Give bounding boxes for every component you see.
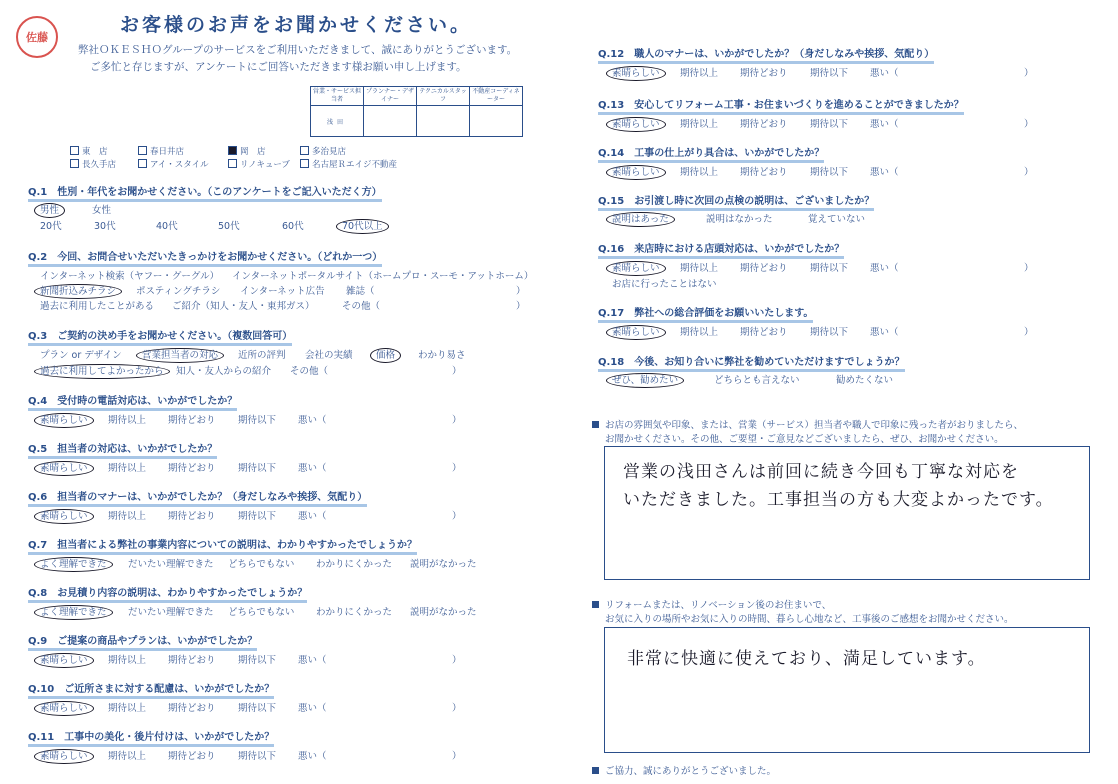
q17-label: Q.17 弊社への総合評価をお願いいたします。 (598, 304, 813, 323)
q13-option-expected[interactable]: 期待どおり (740, 119, 788, 130)
q5-option-above[interactable]: 期待以上 (108, 463, 147, 474)
q9-option-below[interactable]: 期待以下 (238, 655, 277, 666)
q16-option-above[interactable]: 期待以上 (680, 263, 719, 274)
q14-label: Q.14 工事の仕上がり具合は、いかがでしたか？ (598, 144, 824, 163)
q18-option-selected[interactable]: ぜひ、勧めたい (612, 372, 684, 386)
q9-paren-close: ） (452, 655, 462, 666)
q3-option-selected[interactable]: 価格 (376, 347, 401, 361)
q3-option-selected[interactable]: 営業担当者の対応 (142, 347, 224, 361)
q7-option[interactable]: 説明がなかった (410, 559, 477, 570)
staff-name-field[interactable] (417, 106, 470, 137)
q11-option-expected[interactable]: 期待どおり (168, 751, 216, 762)
q10-label: Q.10 ご近所さまに対する配慮は、いかがでしたか？ (28, 680, 274, 699)
staff-name-field[interactable] (470, 106, 523, 137)
q2-label: Q.2 今回、お問合せいただいたきっかけをお聞かせください。（どれか一つ） (28, 248, 382, 267)
q13-option-above[interactable]: 期待以上 (680, 119, 719, 130)
q14-option-below[interactable]: 期待以下 (810, 167, 849, 178)
q16-option-below[interactable]: 期待以下 (810, 263, 849, 274)
q17-option-bad[interactable]: 悪い（ (870, 327, 899, 338)
q13-option-excellent-selected[interactable]: 素晴らしい (612, 116, 666, 130)
q10-paren-close: ） (452, 703, 462, 714)
q12-option-excellent-selected[interactable]: 素晴らしい (612, 65, 666, 79)
q7-option[interactable]: だいたい理解できた (128, 559, 214, 570)
q2-option[interactable]: 過去に利用したことがある (40, 301, 155, 312)
q12-option-above[interactable]: 期待以上 (680, 68, 719, 79)
q18-label: Q.18 今後、お知り合いに弊社を勧めていただけますでしょうか？ (598, 353, 905, 372)
q17-option-below[interactable]: 期待以下 (810, 327, 849, 338)
q18-option[interactable]: 勧めたくない (836, 375, 894, 386)
q17-option-expected[interactable]: 期待どおり (740, 327, 788, 338)
q2-option[interactable]: ご紹介（知人・友人・東邦ガス） (172, 301, 315, 312)
q8-option[interactable]: わかりにくかった (316, 607, 393, 618)
q3-option[interactable]: 会社の実績 (305, 350, 353, 361)
q9-option-above[interactable]: 期待以上 (108, 655, 147, 666)
q1-option-age-selected[interactable]: 70代以上 (342, 218, 389, 232)
q11-paren-close: ） (452, 751, 462, 762)
store-checkbox[interactable]: 名古屋Ｒエイジ不動産 (300, 158, 397, 170)
staff-name-field[interactable] (364, 106, 417, 137)
checkbox-icon (70, 159, 79, 168)
q3-option[interactable]: 近所の評判 (238, 350, 286, 361)
q10-option-expected[interactable]: 期待どおり (168, 703, 216, 714)
q5-option-excellent-selected[interactable]: 素晴らしい (40, 460, 94, 474)
q11-label: Q.11 工事中の美化・後片付けは、いかがでしたか？ (28, 728, 274, 747)
q1-option-female[interactable]: 女性 (92, 205, 112, 216)
q9-option-bad[interactable]: 悪い（ (298, 655, 327, 666)
q13-paren-close: ） (1024, 119, 1034, 130)
q17-paren-close: ） (1024, 327, 1034, 338)
q3-option[interactable]: 知人・友人からの紹介 (176, 366, 272, 377)
hanko-seal: 佐藤 (16, 16, 58, 58)
free1-answer-line-2: いただきました。工事担当の方も大変よかったです。 (623, 490, 1054, 510)
q1-option-age[interactable]: 20代 (40, 221, 62, 232)
q2-option-other[interactable]: その他（ (342, 301, 381, 312)
q1-option-age[interactable]: 50代 (218, 221, 240, 232)
q15-option[interactable]: 説明はなかった (706, 214, 773, 225)
free1-answer-line-1: 営業の浅田さんは前回に続き今回も丁寧な対応を (623, 462, 1019, 482)
store-checkbox[interactable]: 春日井店 (138, 145, 184, 157)
free2-answer-line-1: 非常に快適に使えており、満足しています。 (627, 649, 986, 669)
q6-option-expected[interactable]: 期待どおり (168, 511, 216, 522)
q12-option-below[interactable]: 期待以下 (810, 68, 849, 79)
q7-option-selected[interactable]: よく理解できた (40, 556, 113, 570)
q8-label: Q.8 お見積り内容の説明は、わかりやすかったでしょうか？ (28, 584, 307, 603)
q15-option-selected[interactable]: 説明はあった (612, 211, 675, 225)
q16-option-expected[interactable]: 期待どおり (740, 263, 788, 274)
store-checkbox[interactable]: リノキューブ (228, 158, 290, 170)
q4-option-bad[interactable]: 悪い（ (298, 415, 327, 426)
staff-name-field[interactable]: 浅田 (311, 106, 364, 137)
page-title: お客様のお声をお聞かせください。 (120, 14, 473, 36)
free1-prompt-1: お店の雰囲気や印象、または、営業（サービス）担当者や職人で印象に残った者がおりましたら、 (592, 417, 1023, 431)
store-checkbox[interactable]: 岡 店 (228, 145, 266, 157)
store-checkbox[interactable]: 長久手店 (70, 158, 116, 170)
q5-option-bad[interactable]: 悪い（ (298, 463, 327, 474)
q15-label: Q.15 お引渡し時に次回の点検の説明は、ございましたか？ (598, 192, 874, 211)
q17-option-above[interactable]: 期待以上 (680, 327, 719, 338)
q16-option-excellent-selected[interactable]: 素晴らしい (612, 260, 666, 274)
checkbox-icon (70, 146, 79, 155)
q3-option-selected[interactable]: 過去に利用してよかったから (40, 363, 170, 377)
checkbox-icon (228, 159, 237, 168)
q1-option-age[interactable]: 30代 (94, 221, 116, 232)
store-checkbox[interactable]: 多治見店 (300, 145, 346, 157)
staff-header: テクニカルスタッフ (417, 87, 470, 106)
checkbox-icon (138, 159, 147, 168)
q6-label: Q.6 担当者のマナーは、いかがでしたか？（身だしなみや挨拶、気配り） (28, 488, 367, 507)
free2-textarea[interactable] (604, 627, 1090, 753)
q9-label: Q.9 ご提案の商品やプランは、いかがでしたか？ (28, 632, 257, 651)
q16-label: Q.16 来店時における店頭対応は、いかがでしたか？ (598, 240, 844, 259)
staff-header: 営業・サービス担当者 (311, 87, 364, 106)
q12-label: Q.12 職人のマナーは、いかがでしたか？（身だしなみや挨拶、気配り） (598, 45, 934, 64)
q5-label: Q.5 担当者の対応は、いかがでしたか？ (28, 440, 217, 459)
staff-table (310, 86, 523, 137)
q14-paren-close: ） (1024, 167, 1034, 178)
q14-option-excellent-selected[interactable]: 素晴らしい (612, 164, 666, 178)
q3-option-other[interactable]: その他（ (290, 366, 329, 377)
q6-paren-close: ） (452, 511, 462, 522)
q10-option-bad[interactable]: 悪い（ (298, 703, 327, 714)
q13-option-bad[interactable]: 悪い（ (870, 119, 899, 130)
q12-option-expected[interactable]: 期待どおり (740, 68, 788, 79)
staff-header: 不動産コーディネーター (470, 87, 523, 106)
q11-option-excellent-selected[interactable]: 素晴らしい (40, 748, 94, 762)
q4-paren-close: ） (452, 415, 462, 426)
q14-option-expected[interactable]: 期待どおり (740, 167, 788, 178)
staff-header: プランナー・デザイナー (364, 87, 417, 106)
q7-label: Q.7 担当者による弊社の事業内容についての説明は、わかりやすかったでしょうか？ (28, 536, 417, 555)
q11-option-below[interactable]: 期待以下 (238, 751, 277, 762)
bullet-square-icon (592, 601, 599, 608)
checkbox-icon (300, 146, 309, 155)
q16-option-never-visited[interactable]: お店に行ったことはない (612, 279, 717, 290)
q8-option[interactable]: 説明がなかった (410, 607, 477, 618)
q5-option-expected[interactable]: 期待どおり (168, 463, 216, 474)
free1-prompt-2: お聞かせください。その他、ご要望・ご意見などございましたら、ぜひ、お聞かせください。 (605, 434, 1004, 445)
q1-label: Q.1 性別・年代をお聞かせください。（このアンケートをご記入いただく方） (28, 183, 382, 202)
q6-option-below[interactable]: 期待以下 (238, 511, 277, 522)
q6-option-above[interactable]: 期待以上 (108, 511, 147, 522)
q10-option-excellent-selected[interactable]: 素晴らしい (40, 700, 94, 714)
q11-option-above[interactable]: 期待以上 (108, 751, 147, 762)
q12-option-bad[interactable]: 悪い（ (870, 68, 899, 79)
q3-option[interactable]: プラン or デザイン (40, 350, 122, 361)
q4-option-above[interactable]: 期待以上 (108, 415, 147, 426)
q7-option[interactable]: どちらでもない (228, 559, 295, 570)
q7-option[interactable]: わかりにくかった (316, 559, 393, 570)
q2-option[interactable]: インターネット広告 (240, 286, 325, 297)
q2-option[interactable]: インターネットポータルサイト（ホームプロ・スーモ・アットホーム） (232, 271, 534, 282)
q17-option-excellent-selected[interactable]: 素晴らしい (612, 324, 666, 338)
bullet-square-icon (592, 767, 599, 774)
q14-option-above[interactable]: 期待以上 (680, 167, 719, 178)
intro-line-2: ご多忙と存じますが、アンケートにご回答いただきます様お願い申し上げます。 (90, 61, 467, 73)
q2-option[interactable]: ポスティングチラシ (136, 286, 221, 297)
q3-option[interactable]: わかり易さ (418, 350, 466, 361)
free2-prompt-1: リフォームまたは、リノベーション後のお住まいで、 (592, 597, 831, 611)
q3-paren-close: ） (452, 366, 462, 377)
q10-option-below[interactable]: 期待以下 (238, 703, 277, 714)
q4-option-expected[interactable]: 期待どおり (168, 415, 216, 426)
q15-option[interactable]: 覚えていない (808, 214, 866, 225)
q6-option-excellent-selected[interactable]: 素晴らしい (40, 508, 94, 522)
q2-paren-close: ） (516, 286, 526, 297)
q4-option-below[interactable]: 期待以下 (238, 415, 277, 426)
q8-option[interactable]: どちらでもない (228, 607, 295, 618)
checkbox-icon (300, 159, 309, 168)
q5-option-below[interactable]: 期待以下 (238, 463, 277, 474)
checkbox-icon (138, 146, 147, 155)
intro-line-1: 弊社ＯＫＥＳＨＯグループのサービスをご利用いただきまして、誠にありがとうございます。 (78, 44, 518, 56)
q8-option[interactable]: だいたい理解できた (128, 607, 214, 618)
q1-option-age[interactable]: 60代 (282, 221, 304, 232)
q9-option-expected[interactable]: 期待どおり (168, 655, 216, 666)
q5-paren-close: ） (452, 463, 462, 474)
q18-option[interactable]: どちらとも言えない (714, 375, 800, 386)
q1-option-male[interactable]: 男性 (40, 202, 65, 216)
q8-option-selected[interactable]: よく理解できた (40, 604, 113, 618)
q13-option-below[interactable]: 期待以下 (810, 119, 849, 130)
store-checkbox[interactable]: 東 店 (70, 145, 108, 157)
bullet-square-icon (592, 421, 599, 428)
q12-paren-close: ） (1024, 68, 1034, 79)
store-checkbox[interactable]: アイ・スタイル (138, 158, 209, 170)
q16-option-bad[interactable]: 悪い（ (870, 263, 899, 274)
footer-thanks: ご協力、誠にありがとうございました。 (592, 763, 776, 777)
q6-option-bad[interactable]: 悪い（ (298, 511, 327, 522)
q4-option-excellent-selected[interactable]: 素晴らしい (40, 412, 94, 426)
q16-paren-close: ） (1024, 263, 1034, 274)
q9-option-excellent-selected[interactable]: 素晴らしい (40, 652, 94, 666)
q10-option-above[interactable]: 期待以上 (108, 703, 147, 714)
q1-option-age[interactable]: 40代 (156, 221, 178, 232)
checked-box-icon (228, 146, 237, 155)
free2-prompt-2: お気に入りの場所やお気に入りの時間、暮らし心地など、工事後のご感想をお聞かせください。 (605, 614, 1014, 625)
free1-textarea[interactable] (604, 446, 1090, 580)
q11-option-bad[interactable]: 悪い（ (298, 751, 327, 762)
q2-option[interactable]: インターネット検索（ヤフー・グーグル） (40, 271, 220, 282)
q13-label: Q.13 安心してリフォーム工事・お住まいづくりを進めることができましたか？ (598, 96, 964, 115)
q2-option-selected[interactable]: 新聞折込みチラシ (40, 283, 122, 297)
q2-option-magazine[interactable]: 雑誌（ (346, 286, 375, 297)
q2-paren-close: ） (516, 301, 526, 312)
q4-label: Q.4 受付時の電話対応は、いかがでしたか？ (28, 392, 237, 411)
q14-option-bad[interactable]: 悪い（ (870, 167, 899, 178)
q3-label: Q.3 ご契約の決め手をお聞かせください。（複数回答可） (28, 327, 292, 346)
